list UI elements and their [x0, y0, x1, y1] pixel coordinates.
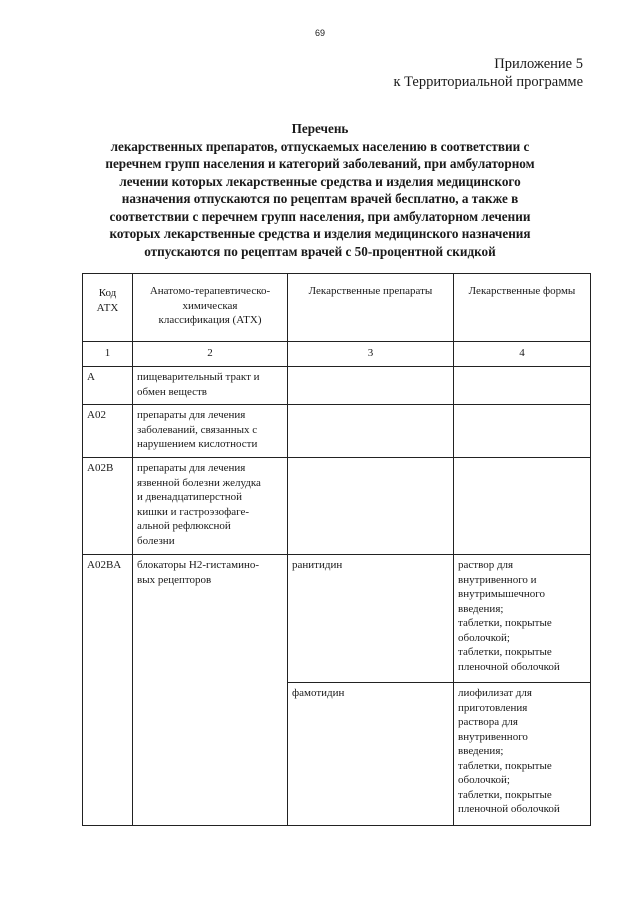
- column-number: 4: [454, 342, 591, 367]
- atc-classification: препараты для лечения заболеваний, связанных с нарушением кислотности: [133, 405, 288, 458]
- column-number-row: [83, 342, 591, 367]
- title-line: соответствии с перечнем групп населения, при амбулаторном лечении: [109, 208, 531, 224]
- atc-code: A: [83, 367, 133, 405]
- atc-classification: препараты для лечения язвенной болезни желудка и двенадцатиперстной кишки и гастроэзофаге- альной рефлюксной болезни: [133, 458, 288, 555]
- title-line: отпускаются по рецептам врачей с 50-процентной скидкой: [144, 243, 496, 259]
- title-line: которых лекарственные средства и изделия медицинского назначения: [109, 226, 531, 241]
- atc-code: A02BA: [83, 555, 133, 826]
- drug-forms: [454, 405, 591, 458]
- drug-name: [288, 458, 454, 555]
- appendix-line-1: Приложение 5: [494, 56, 583, 72]
- title-line: назначения отпускаются по рецептам врачей бесплатно, а также в: [121, 191, 519, 206]
- header-classification: Анатомо-терапевтическо- химическая классификация (АТХ): [133, 274, 288, 342]
- table-header-row: [83, 274, 591, 342]
- page-number: 69: [314, 28, 325, 38]
- drug-name: [288, 367, 454, 405]
- drug-list-table: [82, 273, 591, 826]
- title-heading: Перечень: [291, 121, 349, 136]
- column-number: 2: [133, 342, 288, 367]
- table-row: [83, 405, 591, 458]
- header-drugs: Лекарственные препараты: [288, 274, 454, 342]
- table-row: [83, 458, 591, 555]
- column-number: 1: [83, 342, 133, 367]
- drug-forms: [454, 458, 591, 555]
- table-row: [83, 367, 591, 405]
- table-row: [83, 555, 591, 683]
- header-code: Код АТХ: [83, 274, 133, 342]
- title-line: перечнем групп населения и категорий заболеваний, при амбулаторном: [105, 156, 535, 171]
- title-line: лечении которых лекарственные средства и изделия медицинского: [119, 173, 521, 189]
- drug-forms: раствор для внутривенного и внутримышечного введения; таблетки, покрытые оболочкой; таблетки, покрытые пленочной оболочкой: [454, 555, 591, 683]
- column-number: 3: [288, 342, 454, 367]
- atc-code: A02: [83, 405, 133, 458]
- drug-forms: [454, 367, 591, 405]
- header-forms: Лекарственные формы: [454, 274, 591, 342]
- atc-code: A02B: [83, 458, 133, 555]
- drug-name: фамотидин: [288, 683, 454, 826]
- atc-classification: пищеварительный тракт и обмен веществ: [133, 367, 288, 405]
- drug-name: ранитидин: [288, 555, 454, 683]
- appendix-line-2: к Территориальной программе: [393, 74, 583, 90]
- drug-forms: лиофилизат для приготовления раствора для внутривенного введения; таблетки, покрытые оболочкой; таблетки, покрытые пленочной оболочкой: [454, 683, 591, 826]
- appendix-note: [393, 55, 583, 91]
- atc-classification: блокаторы H2-гистамино- вых рецепторов: [133, 555, 288, 826]
- document-title: [60, 120, 580, 260]
- drug-name: [288, 405, 454, 458]
- title-line: лекарственных препаратов, отпускаемых населению в соответствии с: [110, 138, 530, 154]
